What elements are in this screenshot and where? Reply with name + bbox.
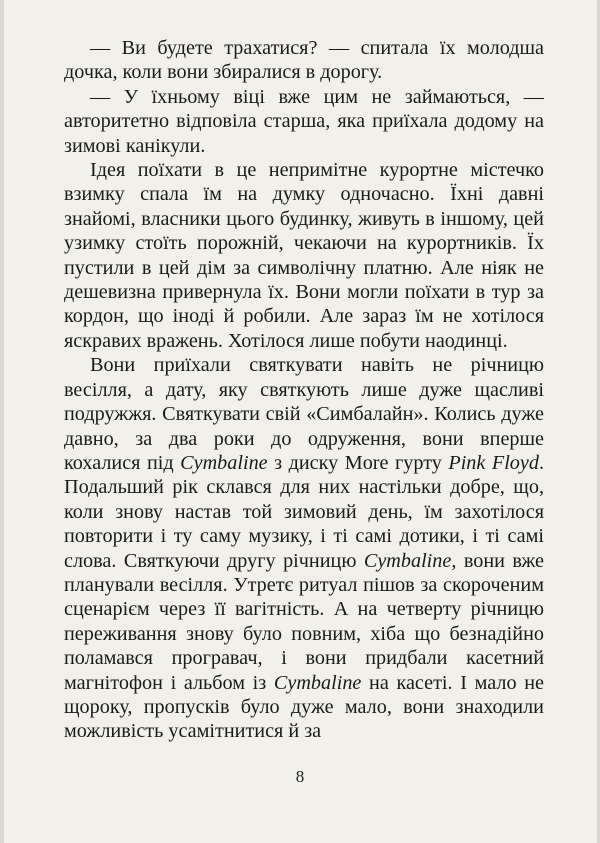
paragraph-4-segment-2: з диску More гурту	[267, 451, 449, 474]
band-name-pink-floyd: Pink Floyd	[448, 451, 539, 474]
paragraph-4-segment-5: на касеті. І мало не щороку, пропусків було дуже мало, вони знаходили можливість усамітнитися й за	[64, 671, 544, 743]
paragraph-4-segment-3: . Подальший рік склався для них настільки добре, що, коли знову настав той зимовий день, їм захотілося повторити і ту саму музику, і ті самі дотики, і ті самі слова. Святкуючи другу річницю	[64, 451, 544, 572]
paragraph-4-segment-1: Вони приїхали святкувати навіть не річницю весілля, а дату, яку святкують лише дуже щасливі подружжя. Святкувати свій «Симбалайн». Колись дуже давно, за два роки до одруження, вони вперше кохалися під	[64, 354, 544, 474]
paragraph-3-text: Ідея поїхати в це непримітне курортне містечко взимку спала їм на думку одночасно. Їхні давні знайомі, власники цього будинку, живуть в іншому, цей узимку стоїть порожній, чекаючи на курортників. Їх пустили в цей дім за символічну платню. Але ніяк не дешевизна привернула їх. Вони могли поїхати в тур за кордон, що іноді й робили. Але зараз їм не хотілося яскравих вражень. Хотілося лише побути наодинці.	[64, 159, 544, 352]
paragraph-1	[64, 36, 544, 85]
page-number: 8	[295, 767, 305, 786]
paragraph-3	[64, 158, 544, 353]
paragraph-4	[64, 353, 544, 744]
song-title-cymbaline-2: Cymbaline	[363, 549, 452, 572]
body-text	[64, 36, 544, 744]
paragraph-2-text: — У їхньому віці вже цим не займаються, — авторитетно відповіла старша, яка приїхала додому на зимові канікули.	[64, 85, 544, 157]
song-title-cymbaline-3: Cymbaline	[273, 671, 362, 694]
paragraph-4-segment-4: , вони вже планували весілля. Утретє ритуал пішов за скороченим сценарієм через її вагітність. А на четверту річницю переживання знову було повним, хіба що безнадійно поламався програвач, і вони придбали касетний магнітофон і альбом із	[64, 549, 544, 694]
paragraph-1-text: — Ви будете трахатися? — спитала їх молодша дочка, коли вони збиралися в дорогу.	[64, 37, 544, 84]
page-edge-left	[0, 0, 4, 843]
paragraph-2	[64, 85, 544, 158]
song-title-cymbaline: Cymbaline	[180, 451, 268, 474]
